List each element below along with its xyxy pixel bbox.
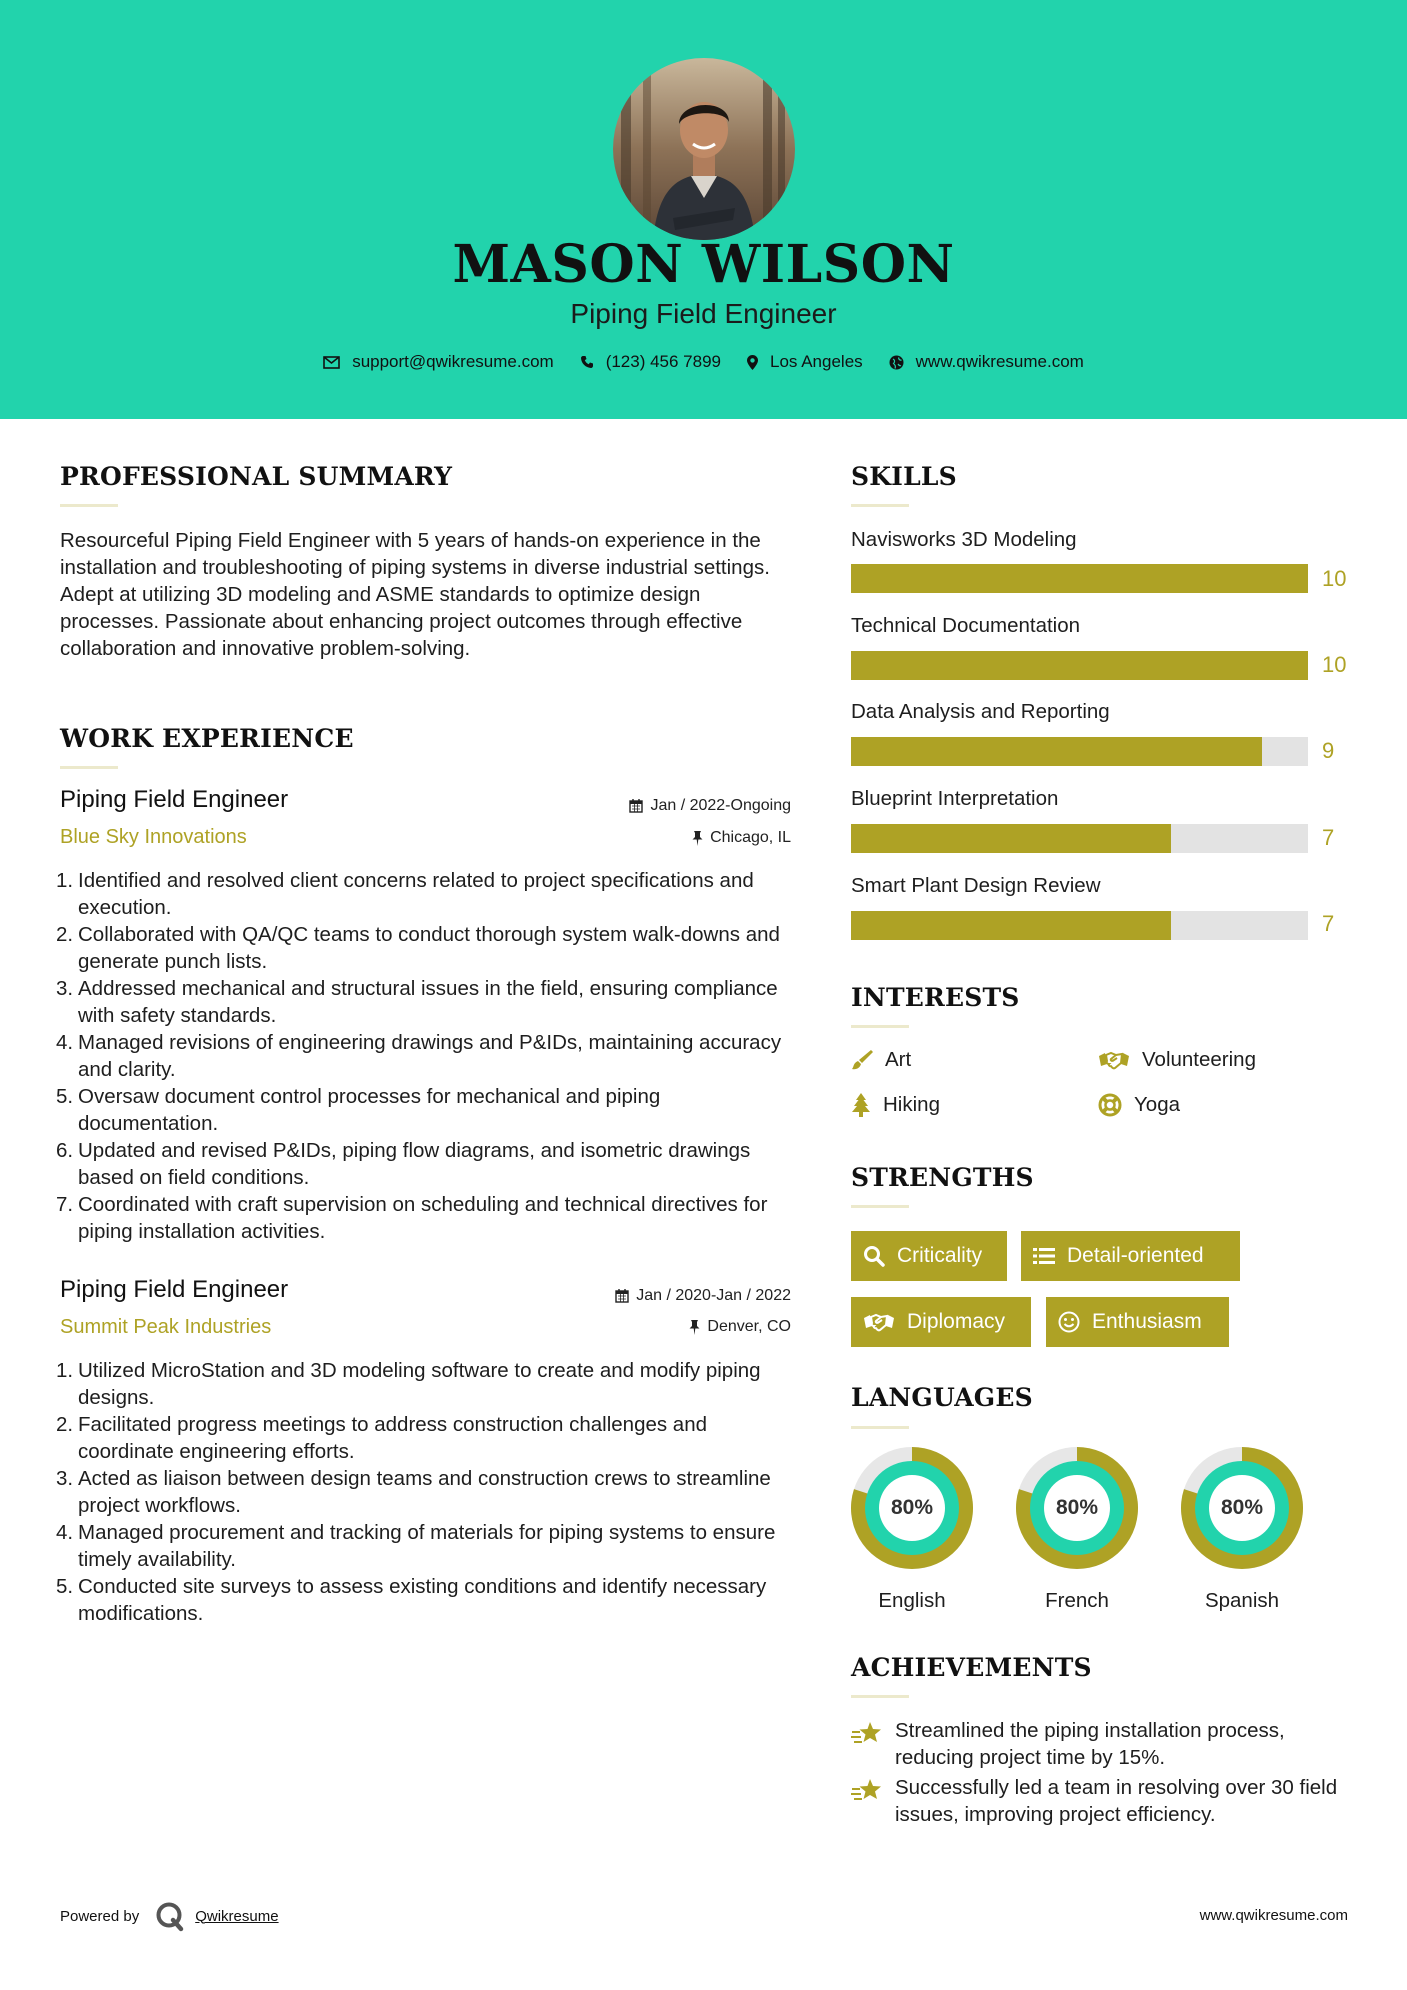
contact-website[interactable] xyxy=(889,352,1084,372)
list-item: 3. Acted as liaison between design teams and construction crews to streamline project workflows. xyxy=(56,1467,771,1517)
skill-2-bar xyxy=(851,651,1308,680)
contact-website-text: www.qwikresume.com xyxy=(915,352,1084,371)
summary-heading-rule xyxy=(60,504,118,507)
skill-1-score: 10 xyxy=(1322,566,1347,591)
map-pin-icon xyxy=(747,355,758,370)
language-french-percent: 80% xyxy=(1055,1496,1099,1519)
candidate-name: MASON WILSON xyxy=(452,234,955,295)
job-2-company: Summit Peak Industries xyxy=(60,1316,272,1338)
language-spanish-label: Spanish xyxy=(1204,1589,1280,1612)
strength-detail-oriented xyxy=(1021,1231,1240,1281)
interest-volunteering xyxy=(1098,1048,1256,1072)
languages-heading-rule xyxy=(851,1426,909,1429)
calendar-icon xyxy=(629,799,643,813)
list-item: 3. Addressed mechanical and structural issues in the field, ensuring compliance with safety standards. xyxy=(56,977,778,1027)
shooting-star-icon xyxy=(851,1777,883,1803)
job-2-title: Piping Field Engineer xyxy=(60,1276,289,1303)
language-spanish-percent: 80% xyxy=(1220,1496,1264,1519)
skill-5-name: Smart Plant Design Review xyxy=(851,874,1101,897)
job-1-location xyxy=(692,829,791,847)
interest-hiking xyxy=(851,1093,940,1117)
job-1-duties xyxy=(56,867,800,1245)
skill-1-name: Navisworks 3D Modeling xyxy=(851,528,1077,551)
pushpin-icon xyxy=(689,1320,700,1335)
list-item: 2. Facilitated progress meetings to address construction challenges and coordinate engineering efforts. xyxy=(56,1413,708,1463)
language-french xyxy=(1016,1447,1138,1612)
phone-icon xyxy=(580,355,594,369)
interest-yoga xyxy=(1098,1093,1180,1117)
lifebuoy-icon xyxy=(1098,1093,1122,1117)
language-english-label: English xyxy=(878,1589,946,1612)
skill-5-score: 7 xyxy=(1322,911,1335,936)
list-icon xyxy=(1033,1247,1055,1265)
avatar xyxy=(613,58,795,240)
achievements-heading-rule xyxy=(851,1695,909,1698)
skill-4-fill xyxy=(851,824,1171,853)
footer-website-link[interactable]: www.qwikresume.com xyxy=(1199,1907,1348,1924)
contact-location xyxy=(747,352,863,372)
summary-heading: PROFESSIONAL SUMMARY xyxy=(60,462,453,491)
interest-art xyxy=(851,1048,911,1072)
globe-icon xyxy=(889,355,904,370)
paintbrush-icon xyxy=(851,1049,873,1071)
job-1-location-text: Chicago, IL xyxy=(710,829,791,846)
envelope-icon xyxy=(323,356,340,369)
strength-diplomacy-label: Diplomacy xyxy=(907,1310,1006,1333)
strengths-heading-rule xyxy=(851,1205,909,1208)
interests-heading-rule xyxy=(851,1025,909,1028)
skill-4-score: 7 xyxy=(1322,825,1335,850)
skill-3-score: 9 xyxy=(1322,738,1335,763)
calendar-icon xyxy=(615,1289,629,1303)
skill-5-fill xyxy=(851,911,1171,940)
language-spanish xyxy=(1181,1447,1303,1612)
contact-phone[interactable] xyxy=(580,352,721,372)
handshake-icon xyxy=(863,1312,895,1332)
job-2-location-text: Denver, CO xyxy=(707,1318,791,1335)
skill-3-fill xyxy=(851,737,1262,766)
tree-icon xyxy=(851,1093,871,1117)
shooting-star-icon xyxy=(851,1720,883,1746)
list-item: 1. Utilized MicroStation and 3D modeling software to create and modify piping designs. xyxy=(56,1359,761,1409)
smile-icon xyxy=(1058,1311,1080,1333)
skills-heading: SKILLS xyxy=(851,462,957,491)
job-2-location xyxy=(689,1318,791,1336)
interest-volunteering-label: Volunteering xyxy=(1142,1048,1256,1071)
contact-phone-text: (123) 456 7899 xyxy=(605,352,722,371)
achievement-2 xyxy=(851,1774,1351,1828)
skill-2-score: 10 xyxy=(1322,652,1347,677)
handshake-icon xyxy=(1098,1050,1130,1070)
strength-criticality-label: Criticality xyxy=(897,1244,983,1267)
skill-5-bar xyxy=(851,911,1308,940)
job-2-dates-text: Jan / 2020-Jan / 2022 xyxy=(636,1287,791,1304)
header-banner xyxy=(0,0,1407,419)
list-item: 1. Identified and resolved client concerns related to project specifications and execution. xyxy=(56,869,754,919)
skill-3-bar xyxy=(851,737,1308,766)
job-1-title: Piping Field Engineer xyxy=(60,786,289,813)
language-english xyxy=(851,1447,973,1612)
footer-powered-by-text: Powered by xyxy=(60,1907,140,1925)
summary-text: Resourceful Piping Field Engineer with 5 years of hands-on experience in the installation and troubleshooting of piping systems in diverse industrial settings. Adept at utilizing 3D modeling and ASME standards to optimize design processes. Passionate about enhancing project outcomes through effective collaboration and innovative problem-solving. xyxy=(60,529,770,660)
strength-diplomacy xyxy=(851,1297,1031,1347)
contact-email[interactable] xyxy=(323,352,554,372)
contact-location-text: Los Angeles xyxy=(770,352,863,371)
candidate-title: Piping Field Engineer xyxy=(570,298,837,329)
interest-hiking-label: Hiking xyxy=(883,1093,940,1116)
footer-powered-by xyxy=(60,1900,279,1932)
pushpin-icon xyxy=(692,831,703,846)
achievement-1-text: Streamlined the piping installation process, reducing project time by 15%. xyxy=(895,1719,1285,1769)
interest-art-label: Art xyxy=(885,1048,912,1071)
strength-criticality xyxy=(851,1231,1007,1281)
list-item: 5. Conducted site surveys to assess existing conditions and identify necessary modifications. xyxy=(56,1575,767,1625)
interest-yoga-label: Yoga xyxy=(1134,1093,1180,1116)
strength-enthusiasm xyxy=(1046,1297,1229,1347)
skill-1-bar xyxy=(851,564,1308,593)
contact-email-text: support@qwikresume.com xyxy=(352,352,554,371)
job-1-dates xyxy=(629,797,791,815)
list-item: 5. Oversaw document control processes for mechanical and piping documentation. xyxy=(56,1085,661,1135)
experience-heading-rule xyxy=(60,766,118,769)
list-item: 4. Managed revisions of engineering drawings and P&IDs, maintaining accuracy and clarity. xyxy=(56,1031,782,1081)
skill-4-bar xyxy=(851,824,1308,853)
skill-3-name: Data Analysis and Reporting xyxy=(851,700,1110,723)
skill-2-name: Technical Documentation xyxy=(851,614,1081,637)
achievements-heading: ACHIEVEMENTS xyxy=(851,1653,1092,1682)
strengths-heading: STRENGTHS xyxy=(851,1163,1034,1192)
footer-brand-link[interactable]: Qwikresume xyxy=(195,1907,279,1925)
job-2-duties xyxy=(56,1357,800,1627)
interests-heading: INTERESTS xyxy=(851,983,1020,1012)
list-item: 4. Managed procurement and tracking of materials for piping systems to ensure timely availability. xyxy=(56,1521,776,1571)
language-english-percent: 80% xyxy=(890,1496,934,1519)
contact-bar xyxy=(0,352,1407,372)
job-1-company: Blue Sky Innovations xyxy=(60,826,247,848)
achievement-1 xyxy=(851,1717,1351,1771)
strength-enthusiasm-label: Enthusiasm xyxy=(1092,1310,1202,1333)
skill-1-fill xyxy=(851,564,1308,593)
experience-heading: WORK EXPERIENCE xyxy=(60,724,354,753)
languages-heading: LANGUAGES xyxy=(851,1383,1033,1412)
achievement-2-text: Successfully led a team in resolving over 30 field issues, improving project efficiency. xyxy=(895,1776,1338,1826)
skill-4-name: Blueprint Interpretation xyxy=(851,787,1059,810)
list-item: 6. Updated and revised P&IDs, piping flow diagrams, and isometric drawings based on field conditions. xyxy=(56,1139,751,1189)
skill-2-fill xyxy=(851,651,1308,680)
profile-photo xyxy=(613,58,795,240)
qwikresume-logo-icon xyxy=(153,1900,185,1932)
job-2-dates xyxy=(615,1287,791,1305)
list-item: 7. Coordinated with craft supervision on scheduling and technical directives for piping installation activities. xyxy=(56,1193,768,1243)
search-icon xyxy=(863,1245,885,1267)
list-item: 2. Collaborated with QA/QC teams to conduct thorough system walk-downs and generate punch lists. xyxy=(56,923,780,973)
skills-heading-rule xyxy=(851,504,909,507)
strength-detail-oriented-label: Detail-oriented xyxy=(1067,1244,1204,1267)
language-french-label: French xyxy=(1045,1589,1109,1612)
job-1-dates-text: Jan / 2022-Ongoing xyxy=(650,797,791,814)
